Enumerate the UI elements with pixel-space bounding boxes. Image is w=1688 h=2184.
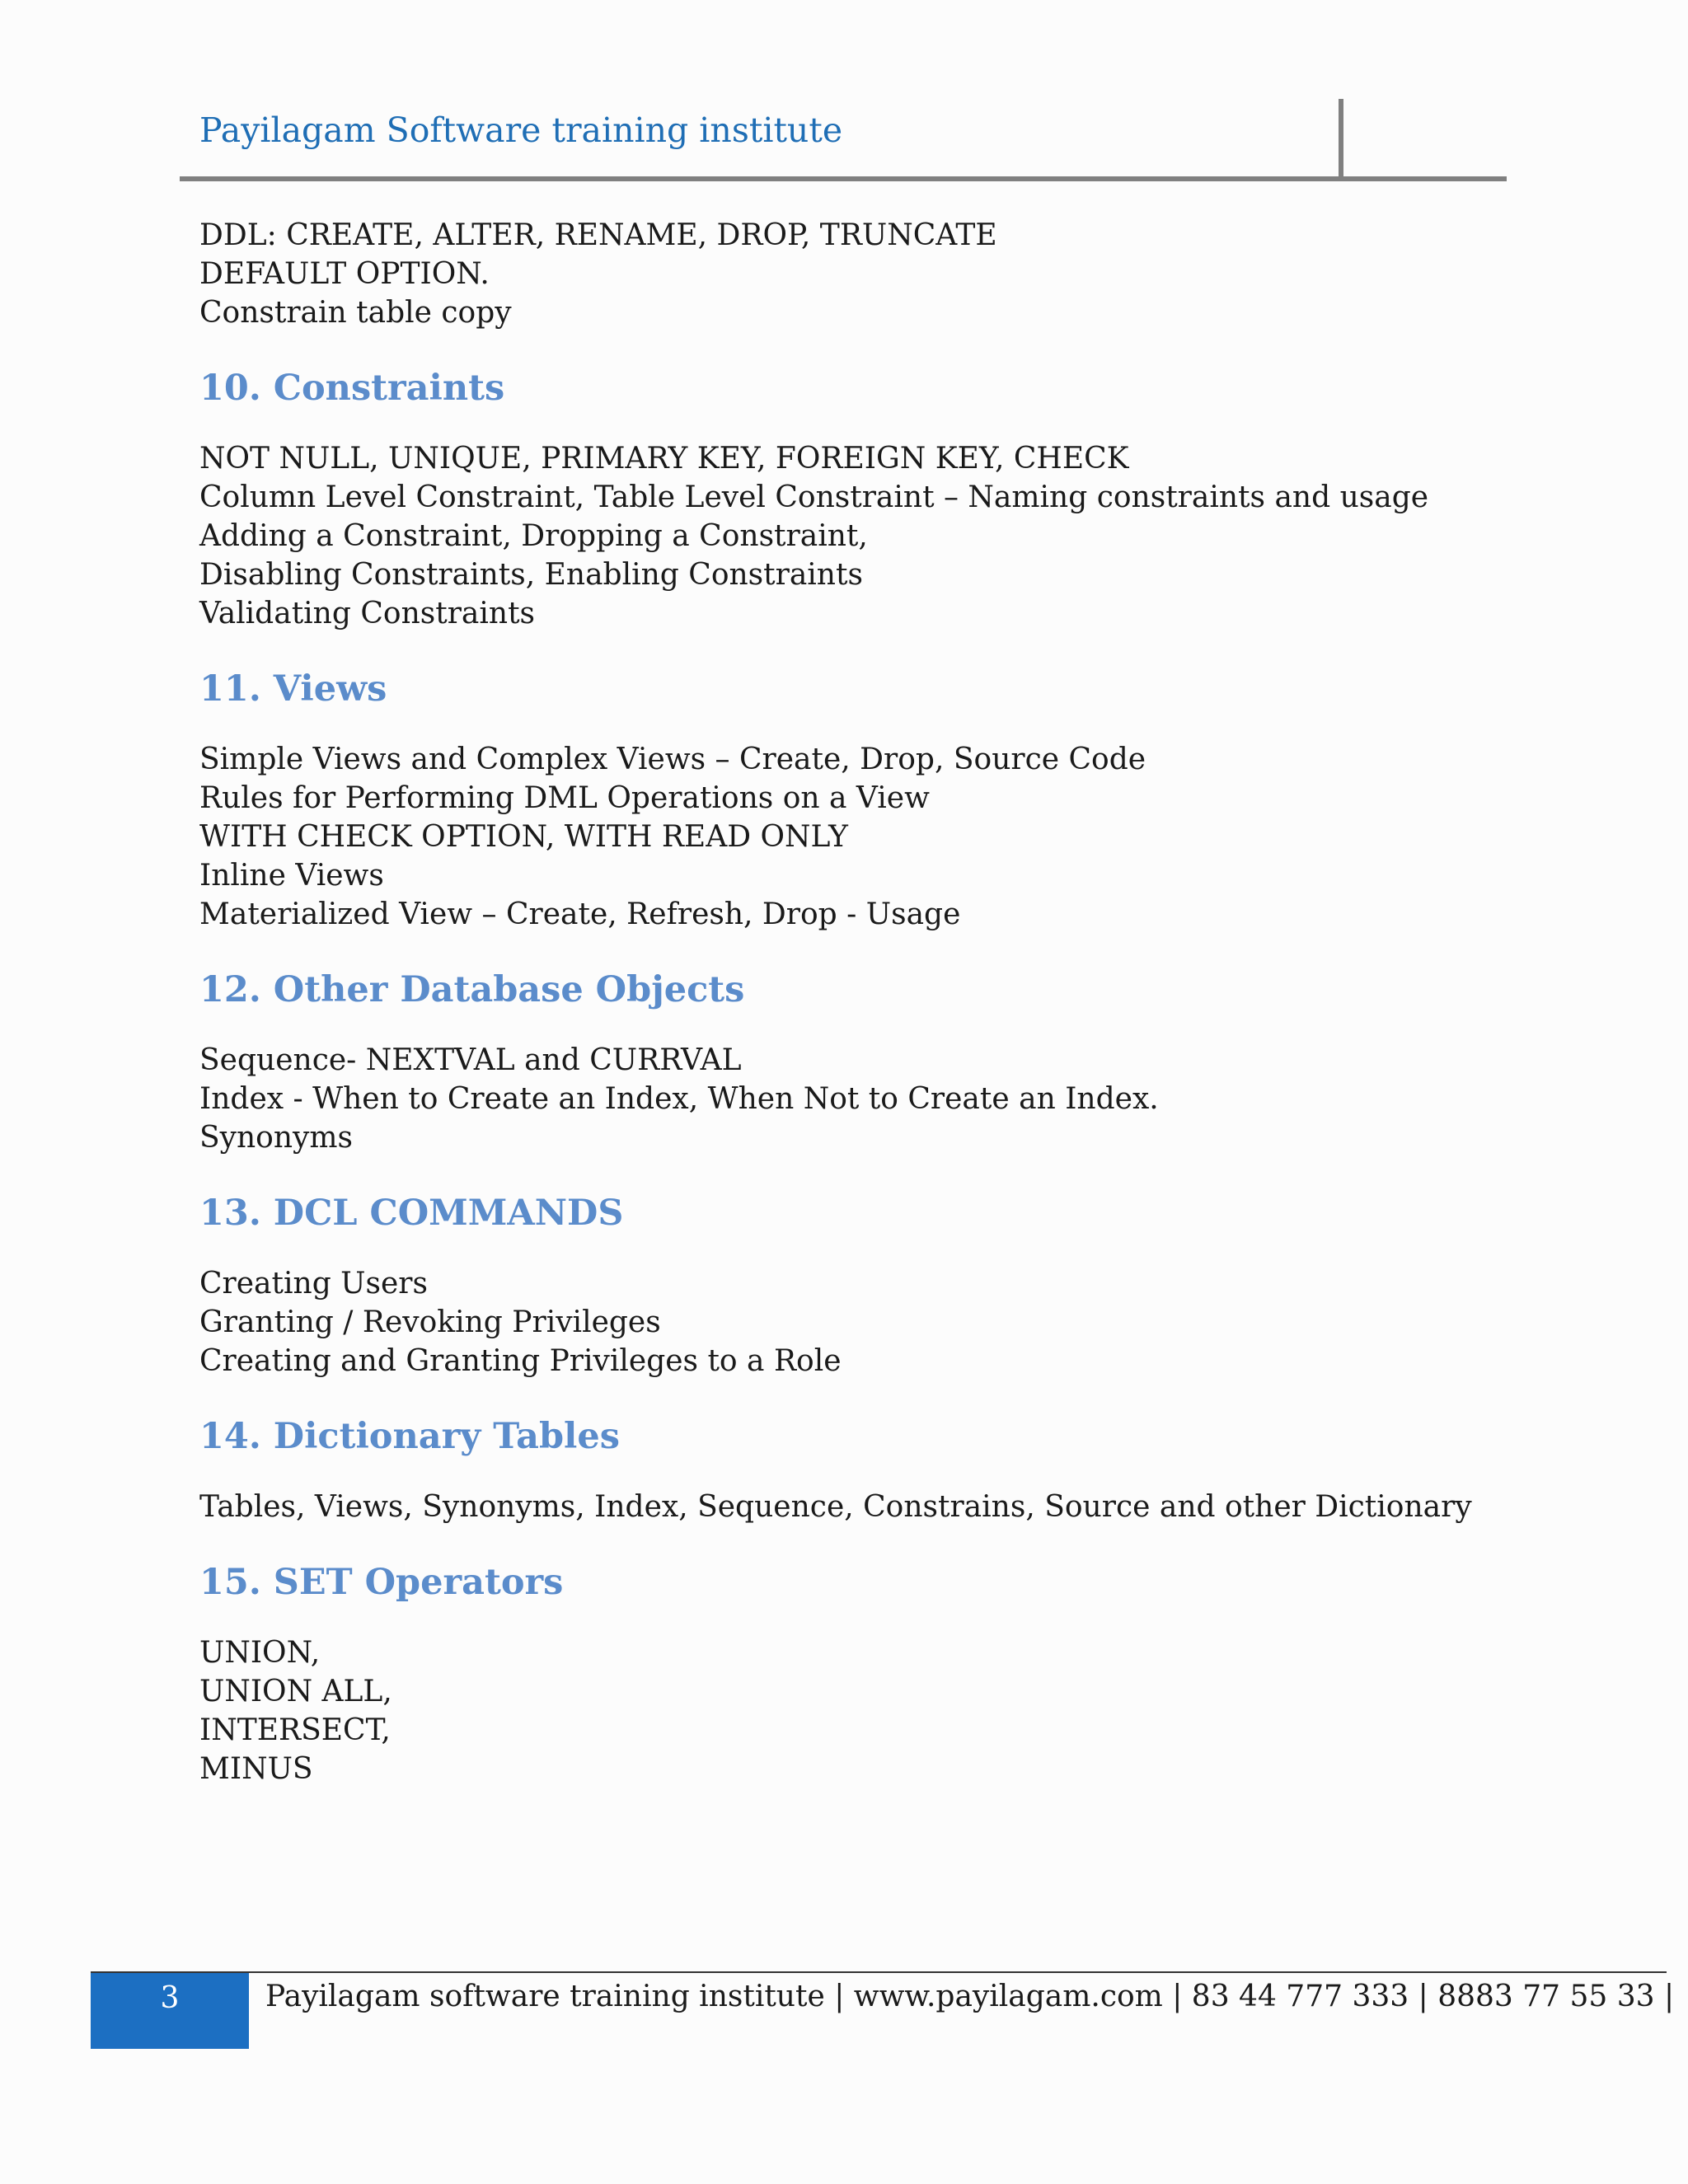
- section-constraints: [199, 363, 1485, 633]
- section-dictionary-tables: [199, 1412, 1485, 1526]
- footer-text: Payilagam software training institute | www.payilagam.com | 83 44 777 333 | 8883 77 55 33 |: [265, 1980, 1675, 2013]
- section-line: Tables, Views, Synonyms, Index, Sequence, Constrains, Source and other Dictionary: [199, 1490, 1472, 1524]
- section-line: Sequence- NEXTVAL and CURRVAL: [199, 1043, 742, 1077]
- section-heading: 13. DCL COMMANDS: [199, 1193, 624, 1234]
- section-views: [199, 664, 1485, 934]
- section-line: Column Level Constraint, Table Level Constraint – Naming constraints and usage: [199, 480, 1429, 514]
- section-line: Simple Views and Complex Views – Create, Drop, Source Code: [199, 743, 1146, 776]
- section-line: INTERSECT,: [199, 1713, 391, 1747]
- page-header: [180, 99, 1507, 181]
- section-line: Inline Views: [199, 859, 384, 893]
- section-line: Creating Users: [199, 1267, 428, 1301]
- section-line: Synonyms: [199, 1121, 353, 1155]
- section-line: Disabling Constraints, Enabling Constraints: [199, 558, 863, 592]
- section-line: UNION ALL,: [199, 1675, 392, 1708]
- intro-line: DDL: CREATE, ALTER, RENAME, DROP, TRUNCATE: [199, 218, 997, 252]
- section-line: UNION,: [199, 1636, 321, 1670]
- section-line: Creating and Granting Privileges to a Role: [199, 1344, 842, 1378]
- section-line: Rules for Performing DML Operations on a View: [199, 781, 930, 815]
- section-line: Adding a Constraint, Dropping a Constraint,: [199, 519, 868, 553]
- section-dcl-commands: [199, 1188, 1485, 1380]
- header-divider-vertical: [1339, 99, 1343, 180]
- section-line: Index - When to Create an Index, When Not to Create an Index.: [199, 1082, 1159, 1116]
- page-footer: [91, 1971, 1675, 2049]
- intro-block: [199, 216, 1485, 332]
- section-line: MINUS: [199, 1752, 313, 1786]
- header-title: Payilagam Software training institute: [199, 110, 843, 150]
- intro-line: Constrain table copy: [199, 296, 512, 330]
- section-line: Granting / Revoking Privileges: [199, 1305, 661, 1339]
- page-number: 3: [160, 1981, 180, 2015]
- section-heading: 14. Dictionary Tables: [199, 1416, 620, 1457]
- intro-line: DEFAULT OPTION.: [199, 257, 490, 291]
- page-number-badge: [91, 1973, 249, 2049]
- section-heading: 11. Views: [199, 668, 387, 710]
- section-heading: 12. Other Database Objects: [199, 969, 745, 1010]
- section-set-operators: [199, 1558, 1485, 1788]
- section-other-database-objects: [199, 965, 1485, 1157]
- section-line: WITH CHECK OPTION, WITH READ ONLY: [199, 820, 848, 854]
- section-line: Validating Constraints: [199, 597, 536, 630]
- section-line: Materialized View – Create, Refresh, Drop - Usage: [199, 898, 961, 931]
- section-heading: 15. SET Operators: [199, 1562, 564, 1603]
- header-divider: [180, 176, 1507, 181]
- footer-divider: [91, 1971, 1667, 1973]
- section-line: NOT NULL, UNIQUE, PRIMARY KEY, FOREIGN KEY, CHECK: [199, 442, 1129, 476]
- document-body: [199, 216, 1485, 1788]
- section-heading: 10. Constraints: [199, 368, 505, 409]
